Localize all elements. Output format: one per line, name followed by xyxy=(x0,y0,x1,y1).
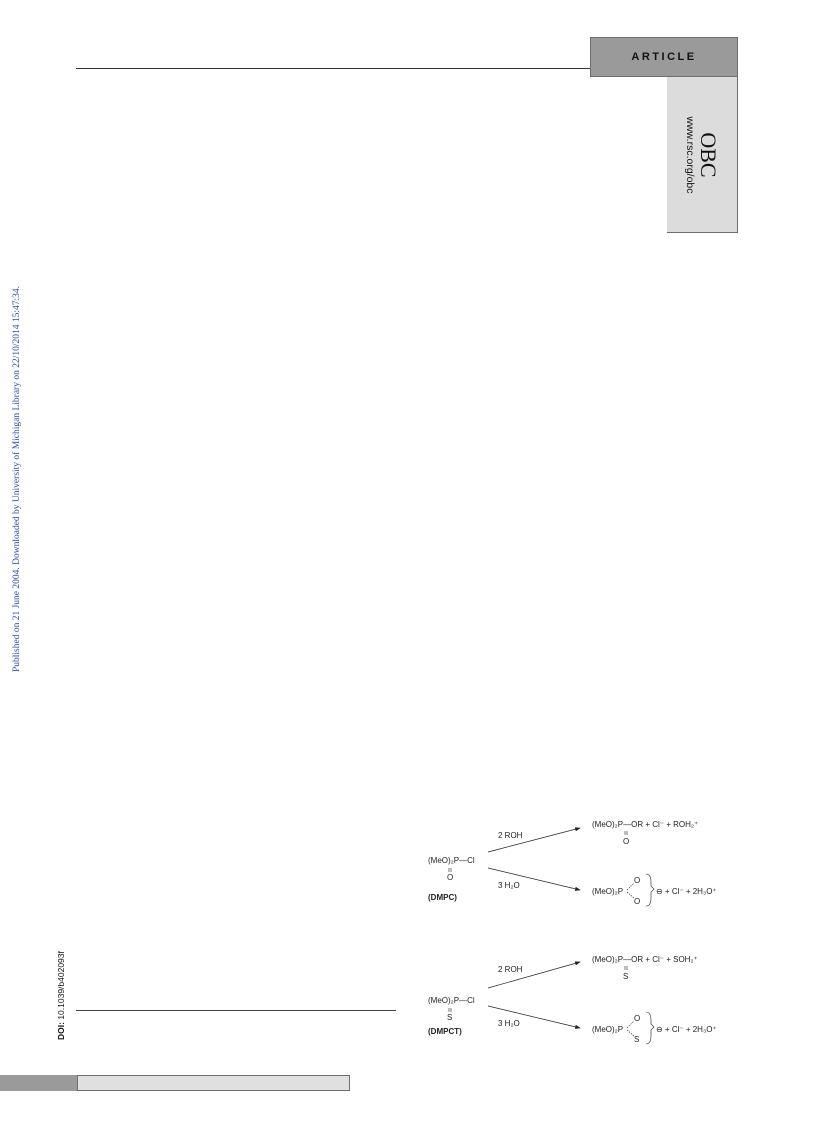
bracket xyxy=(646,1012,654,1044)
journal-url[interactable]: www.rsc.org/obc xyxy=(684,115,696,194)
published-note[interactable]: Published on 21 June 2004. Downloaded by University of Michigan Library on 22/10/2014 15:47:34. xyxy=(12,285,22,672)
dmpct-top-reagent: 2 ROH xyxy=(498,965,523,974)
dmpc-bottom-reagent: 3 H₂O xyxy=(498,881,520,890)
dmpct-top-product-sulfur: S xyxy=(623,972,629,981)
journal-title: OBC xyxy=(696,131,721,178)
dmpct-reactant: (MeO)₂P—Cl xyxy=(428,996,475,1005)
dmpct-block xyxy=(428,955,717,1044)
dmpc-block xyxy=(428,820,717,906)
footer-bar-dark xyxy=(0,1075,77,1091)
journal-badge-text xyxy=(684,116,720,193)
dmpct-top-product: (MeO)₂P—OR + Cl⁻ + SOH₂⁺ xyxy=(592,955,698,964)
resonance-bond xyxy=(627,1021,634,1028)
dmpc-top-product: (MeO)₂P—OR + Cl⁻ + ROH₂⁺ xyxy=(592,820,699,829)
footnote-rule xyxy=(76,1010,396,1011)
dmpct-product-atom-bottom: S xyxy=(634,1035,640,1044)
dmpc-oxygen: O xyxy=(447,873,454,882)
doi-label: DOI: xyxy=(56,1022,66,1040)
dmpct-name: (DMPCT) xyxy=(428,1027,462,1036)
dmpct-sulfur: S xyxy=(447,1013,453,1022)
journal-badge xyxy=(667,77,738,233)
dmpc-bottom-product-tail: ⊖ + Cl⁻ + 2H₃O⁺ xyxy=(656,887,717,896)
resonance-bond xyxy=(627,1030,634,1036)
resonance-bond xyxy=(627,892,634,898)
resonance-bond xyxy=(627,883,634,890)
dmpct-bottom-product-tail: ⊖ + Cl⁻ + 2H₃O⁺ xyxy=(656,1025,717,1034)
dmpct-product-atom-top: O xyxy=(634,1014,641,1023)
dmpc-name: (DMPC) xyxy=(428,893,457,902)
dmpc-top-product-oxygen: O xyxy=(623,837,630,846)
dmpc-top-reagent: 2 ROH xyxy=(498,831,523,840)
dmpct-bottom-product-head: (MeO)₂P xyxy=(592,1025,624,1034)
dmpct-bottom-reagent: 3 H₂O xyxy=(498,1019,520,1028)
dmpc-product-atom-top: O xyxy=(634,876,641,885)
header-rule xyxy=(76,68,591,69)
doi[interactable] xyxy=(56,951,66,1040)
dmpc-product-atom-bottom: O xyxy=(634,897,641,906)
doi-value: 10.1039/b402093f xyxy=(56,951,66,1020)
footer-bar-light xyxy=(77,1075,350,1091)
reaction-scheme xyxy=(420,810,760,1050)
bracket xyxy=(646,874,654,906)
dmpc-reactant: (MeO)₂P—Cl xyxy=(428,856,475,865)
section-label: ARTICLE xyxy=(590,37,738,77)
dmpc-bottom-product-head: (MeO)₂P xyxy=(592,887,624,896)
